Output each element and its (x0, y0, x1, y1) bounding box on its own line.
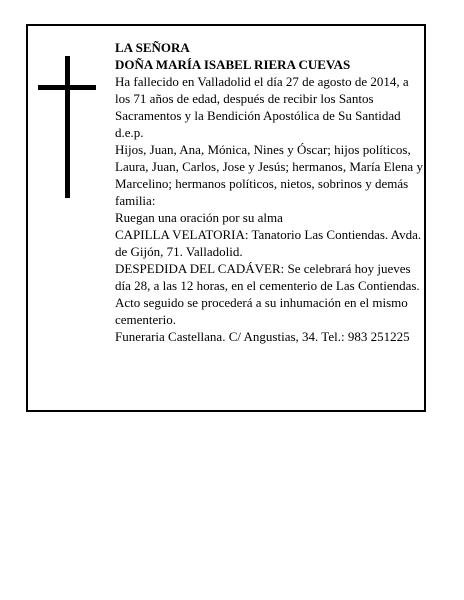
heading-title: LA SEÑORA (115, 40, 190, 55)
obituary-notice (26, 24, 426, 412)
cross-vertical-bar (65, 56, 70, 198)
family-members: Hijos, Juan, Ana, Mónica, Nines y Óscar; hijos políticos, Laura, Juan, Carlos, Jose y Jesús; hermanos, María Elena y Marcelino; hermanos políticos, nietos, sobrinos y demás familia: (115, 142, 423, 208)
funeral-home-contact: Funeraria Castellana. C/ Angustias, 34. Tel.: 983 251225 (115, 329, 410, 344)
death-statement: Ha fallecido en Valladolid el día 27 de agosto de 2014, a los 71 años de edad, después de recibir los Santos Sacramentos y la Bendición Apostólica de Su Santidad d.e.p. (115, 74, 409, 140)
prayer-request: Ruegan una oración por su alma (115, 210, 283, 225)
burial-details: DESPEDIDA DEL CADÁVER: Se celebrará hoy jueves día 28, a las 12 horas, en el cementerio de Las Contiendas. Acto seguido se procederá a su inhumación en el mismo cementerio. (115, 261, 420, 327)
cross-icon (38, 56, 96, 198)
wake-location: CAPILLA VELATORIA: Tanatorio Las Contiendas. Avda. de Gijón, 71. Valladolid. (115, 227, 422, 259)
cross-horizontal-bar (38, 85, 96, 90)
obituary-text (115, 39, 425, 345)
deceased-name: DOÑA MARÍA ISABEL RIERA CUEVAS (115, 57, 351, 72)
